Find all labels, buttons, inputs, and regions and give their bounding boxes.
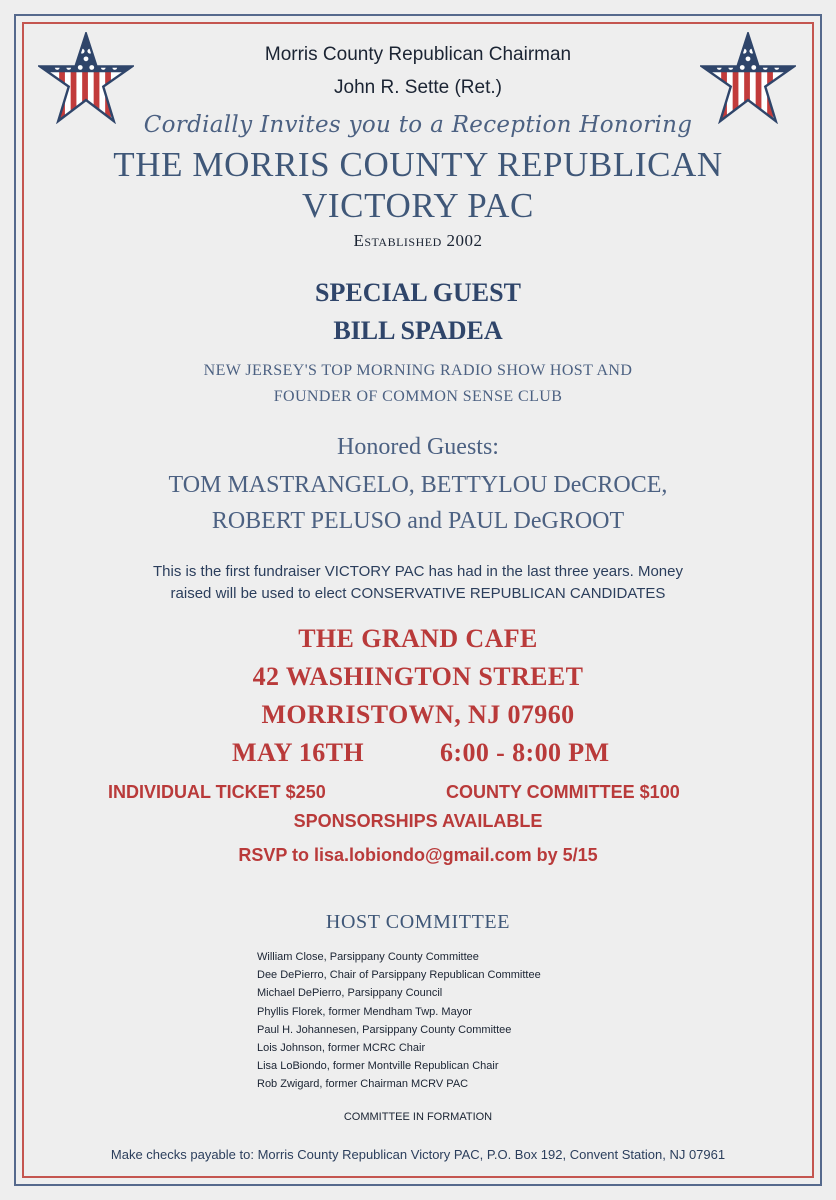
host-committee-member: Paul H. Johannesen, Parsippany County Committee	[257, 1023, 512, 1036]
event-date: MAY 16TH	[232, 738, 365, 767]
venue-name: THE GRAND CAFE	[298, 624, 538, 653]
event-time: 6:00 - 8:00 PM	[440, 738, 610, 767]
special-guest-heading: SPECIAL GUEST	[315, 278, 521, 307]
pac-title-line1: THE MORRIS COUNTY REPUBLICAN	[113, 145, 723, 184]
honored-guests-heading: Honored Guests:	[337, 434, 499, 460]
committee-in-formation: COMMITTEE IN FORMATION	[343, 1111, 493, 1123]
host-committee-member: Rob Zwigard, former Chairman MCRV PAC	[257, 1078, 469, 1091]
special-guest-name: BILL SPADEA	[333, 316, 503, 345]
host-committee-member: William Close, Parsippany County Committee	[257, 951, 479, 963]
pac-title-line2: VICTORY PAC	[302, 186, 534, 225]
established-year: Established 2002	[353, 231, 483, 250]
host-committee-heading: HOST COMMITTEE	[325, 911, 511, 933]
chairman-title: Morris County Republican Chairman	[264, 44, 572, 65]
rsvp-line: RSVP to lisa.lobiondo@gmail.com by 5/15	[238, 845, 598, 865]
venue-street: 42 WASHINGTON STREET	[252, 662, 584, 691]
special-guest-description-line2: FOUNDER OF COMMON SENSE CLUB	[273, 388, 563, 405]
invitation-tagline: Cordially Invites you to a Reception Honoring	[143, 112, 693, 138]
honored-guests-names-line2: ROBERT PELUSO and PAUL DeGROOT	[211, 508, 625, 534]
host-committee-member: Michael DePierro, Parsippany Council	[257, 987, 443, 1000]
county-committee-price: COUNTY COMMITTEE $100	[446, 782, 680, 802]
checks-payable-note: Make checks payable to: Morris County Republican Victory PAC, P.O. Box 192, Convent Station, NJ 07961	[110, 1147, 726, 1162]
fundraiser-note-line1: This is the first fundraiser VICTORY PAC has had in the last three years. Money	[153, 563, 683, 580]
host-committee-member: Lisa LoBiondo, former Montville Republican Chair	[257, 1060, 499, 1073]
host-committee-member: Lois Johnson, former MCRC Chair	[257, 1042, 426, 1055]
fundraiser-note-line2: raised will be used to elect CONSERVATIVE REPUBLICAN CANDIDATES	[170, 585, 666, 602]
individual-ticket-price: INDIVIDUAL TICKET $250	[108, 782, 326, 802]
venue-city: MORRISTOWN, NJ 07960	[261, 700, 575, 729]
host-committee-list	[257, 948, 541, 1094]
host-committee-member: Phyllis Florek, former Mendham Twp. Mayor	[257, 1005, 472, 1018]
host-committee-member: Dee DePierro, Chair of Parsippany Republican Committee	[257, 969, 541, 982]
special-guest-description-line1: NEW JERSEY'S TOP MORNING RADIO SHOW HOST AND	[203, 362, 633, 379]
sponsorships-available: SPONSORSHIPS AVAILABLE	[293, 811, 543, 831]
chairman-name: John R. Sette (Ret.)	[334, 77, 502, 98]
honored-guests-names-line1: TOM MASTRANGELO, BETTYLOU DeCROCE,	[168, 472, 668, 498]
